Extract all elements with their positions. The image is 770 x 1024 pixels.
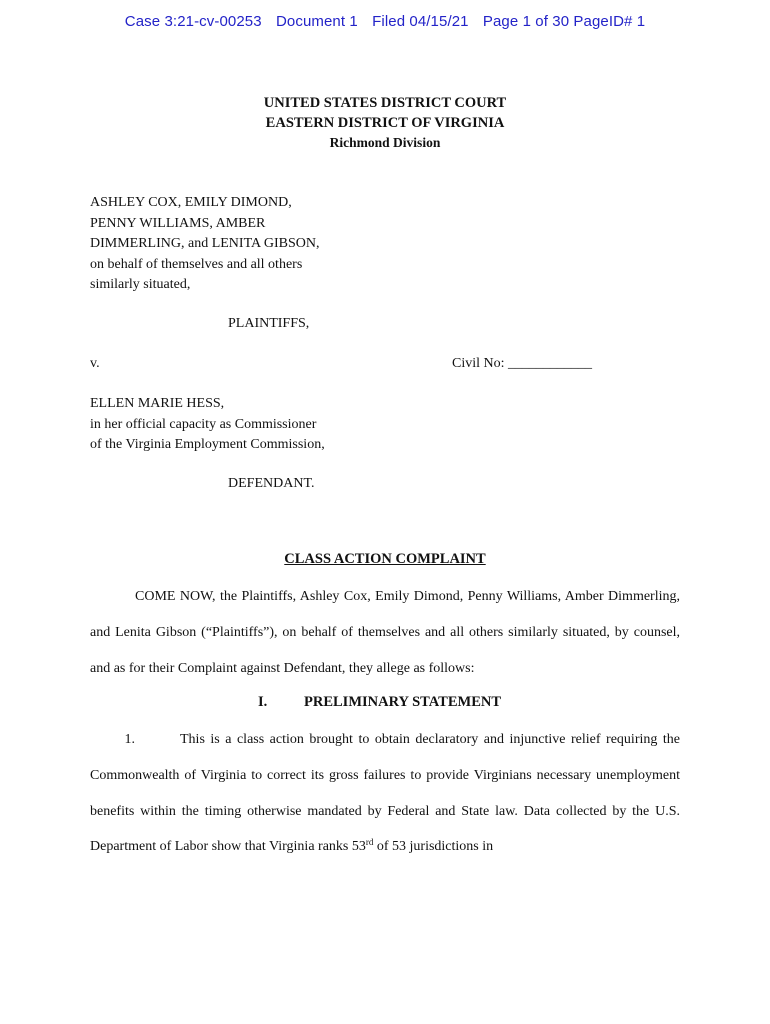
plaintiff-line: on behalf of themselves and all others (90, 256, 303, 272)
court-name: UNITED STATES DISTRICT COURT (263, 95, 507, 111)
defendant-line: in her official capacity as Commissioner (90, 416, 317, 432)
paragraph-text-before: This is a class action brought to obtain declaratory and injunctive relief requiring the Commonwealth of Virginia to correct its gross failures to provide Virginians necessary unemployment benefits within the timing otherwise mandated by Federal and State law. Data collected by the U.S. Department of Labor show that Virginia ranks 53 (90, 732, 680, 855)
document-number: Document 1 (275, 13, 358, 30)
page-info: Page 1 of 30 PageID# 1 (482, 13, 646, 30)
versus: v. (90, 356, 100, 371)
defendant-role: DEFENDANT. (228, 476, 315, 491)
document-title: CLASS ACTION COMPLAINT (284, 551, 486, 567)
paragraph-text-after: of 53 jurisdictions in (373, 839, 494, 855)
plaintiffs-role: PLAINTIFFS, (228, 316, 310, 331)
division-name: Richmond Division (329, 135, 441, 150)
defendant-block (90, 394, 325, 456)
ordinal-suffix: rd (365, 837, 374, 848)
district-name: EASTERN DISTRICT OF VIRGINIA (265, 115, 505, 131)
section-number: I. (258, 694, 268, 710)
paragraph-1 (90, 722, 680, 865)
plaintiffs-block (90, 193, 319, 296)
paragraph-number: 1. (124, 732, 135, 747)
defendant-line: of the Virginia Employment Commission, (90, 437, 325, 453)
defendant-line: ELLEN MARIE HESS, (90, 396, 225, 411)
case-number: Case 3:21-cv-00253 (124, 13, 262, 30)
filing-stamp (0, 13, 770, 30)
plaintiff-line: ASHLEY COX, EMILY DIMOND, (90, 195, 292, 210)
court-heading (0, 93, 770, 153)
filed-date: Filed 04/15/21 (372, 13, 469, 30)
intro-text: COME NOW, the Plaintiffs, Ashley Cox, Emily Dimond, Penny Williams, Amber Dimmerling, and Lenita Gibson (“Plaintiffs”), on behalf of themselves and all others similarly situated, by counsel, and as for their Complaint against Defendant, they allege as follows: (90, 589, 680, 676)
plaintiff-line: DIMMERLING, and LENITA GIBSON, (90, 236, 320, 252)
plaintiff-line: PENNY WILLIAMS, AMBER (90, 215, 266, 231)
plaintiff-line: similarly situated, (90, 277, 191, 293)
civil-number: Civil No: ____________ (452, 356, 593, 371)
section-title: PRELIMINARY STATEMENT (304, 694, 502, 710)
intro-paragraph (90, 579, 680, 686)
